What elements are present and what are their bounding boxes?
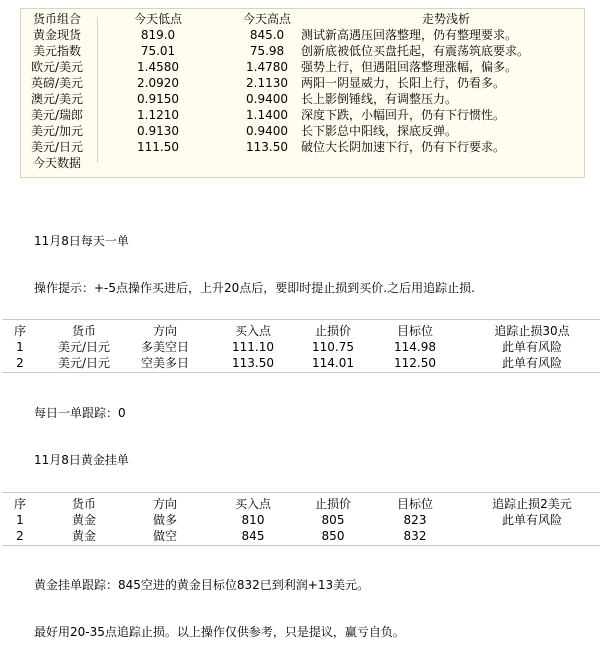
cell-entry: 111.10: [232, 340, 274, 354]
cell-entry: 113.50: [232, 356, 274, 370]
cell-high: 113.50: [246, 140, 288, 154]
table-row: [21, 123, 584, 139]
header-entry: 买入点: [234, 497, 271, 511]
cell-pair: 美元/日元: [30, 140, 84, 154]
cell-direction: 多美空日: [140, 340, 189, 354]
header-stop: 止损价: [314, 497, 351, 511]
cell-currency: 黄金: [71, 513, 96, 527]
header-direction: 方向: [152, 497, 177, 511]
cell-stop: 850: [321, 529, 345, 543]
cell-pair: 美元/加元: [30, 124, 84, 138]
cell-high: 1.1400: [246, 108, 288, 122]
cell-entry: 810: [241, 513, 265, 527]
cell-stop: 805: [321, 513, 345, 527]
cell-currency: 美元/日元: [57, 356, 111, 370]
cell-low: 75.01: [140, 44, 176, 58]
table-row: [21, 43, 584, 59]
section-title-daily: 11月8日每天一单: [34, 234, 129, 248]
cell-target: 832: [403, 529, 427, 543]
daily-tracking: 每日一单跟踪：0: [34, 406, 126, 420]
cell-currency: 黄金: [71, 529, 96, 543]
cell-high: 75.98: [249, 44, 285, 58]
section-title-gold: 11月8日黄金挂单: [34, 453, 129, 467]
cell-currency: 美元/日元: [57, 340, 111, 354]
operation-tip: 操作提示：+-5点操作买进后，上升20点后，要即时提止损到买价.之后用追踪止损.: [34, 281, 475, 295]
table-row: [21, 107, 584, 123]
header-trailing: 追踪止损2美元: [492, 497, 572, 511]
gold-tracking: 黄金挂单跟踪：845空进的黄金目标位832已到利润+13美元。: [34, 578, 370, 592]
cell-target: 112.50: [394, 356, 436, 370]
cell-high: 0.9400: [246, 92, 288, 106]
header-currency: 货币: [71, 497, 96, 511]
header-stop: 止损价: [314, 324, 351, 338]
cell-direction: 做空: [152, 529, 177, 543]
cell-index: 2: [16, 529, 24, 543]
header-target: 目标位: [396, 497, 433, 511]
cell-high: 1.4780: [246, 60, 288, 74]
cell-analysis: 长上影倒锤线，有调整压力。: [301, 92, 458, 106]
cell-low: 2.0920: [137, 76, 179, 90]
cell-low: 0.9150: [137, 92, 179, 106]
cell-low: 1.1210: [137, 108, 179, 122]
cell-target: 823: [403, 513, 427, 527]
cell-trailing: 此单有风险: [501, 356, 562, 370]
table-header-row: [21, 11, 584, 27]
header-analysis: 走势浅析: [421, 12, 470, 26]
table-row: [21, 91, 584, 107]
table-row: [2, 512, 600, 528]
cell-index: 1: [16, 340, 24, 354]
header-low: 今天低点: [133, 12, 182, 26]
cell-pair: 欧元/美元: [30, 60, 84, 74]
header-trailing: 追踪止损30点: [494, 324, 570, 338]
table-row: [2, 528, 600, 544]
daily-orders-table: [2, 319, 600, 373]
closing-note: 最好用20-35点追踪止损。以上操作仅供参考，只是提议，赢亏自负。: [34, 625, 405, 639]
gold-orders-table: [2, 492, 600, 546]
table-row: [2, 355, 600, 371]
header-direction: 方向: [152, 324, 177, 338]
cell-pair: 美元指数: [32, 44, 81, 58]
table-row: [21, 59, 584, 75]
cell-target: 114.98: [394, 340, 436, 354]
header-index: 序: [13, 497, 26, 511]
cell-entry: 845: [241, 529, 265, 543]
cell-stop: 114.01: [312, 356, 354, 370]
cell-direction: 空美多日: [140, 356, 189, 370]
table-row: [21, 27, 584, 43]
cell-low: 1.4580: [137, 60, 179, 74]
cell-analysis: 破位大长阴加速下行，仍有下行要求。: [301, 140, 506, 154]
header-pair: 货币组合: [32, 12, 81, 26]
header-target: 目标位: [396, 324, 433, 338]
header-entry: 买入点: [234, 324, 271, 338]
cell-stop: 110.75: [312, 340, 354, 354]
table-row: [21, 139, 584, 155]
cell-high: 0.9400: [246, 124, 288, 138]
cell-direction: 做多: [152, 513, 177, 527]
market-overview-table: [20, 8, 585, 178]
cell-high: 845.0: [249, 28, 285, 42]
cell-index: 1: [16, 513, 24, 527]
header-index: 序: [13, 324, 26, 338]
cell-pair: 黄金现货: [32, 28, 81, 42]
table-header-row: [2, 496, 600, 512]
header-currency: 货币: [71, 324, 96, 338]
table-footer-row: [21, 155, 584, 171]
cell-trailing: 此单有风险: [501, 513, 562, 527]
cell-analysis: 深度下跌，小幅回升，仍有下行惯性。: [301, 108, 506, 122]
cell-pair: 澳元/美元: [30, 92, 84, 106]
cell-pair: 英磅/美元: [30, 76, 84, 90]
header-high: 今天高点: [242, 12, 291, 26]
footer-label: 今天数据: [32, 156, 81, 170]
cell-low: 0.9130: [137, 124, 179, 138]
table-row: [2, 339, 600, 355]
cell-index: 2: [16, 356, 24, 370]
table-header-row: [2, 323, 600, 339]
cell-analysis: 创新底被低位买盘托起，有震荡筑底要求。: [301, 44, 530, 58]
cell-low: 819.0: [140, 28, 176, 42]
cell-analysis: 长下影总中阳线，探底反弹。: [301, 124, 458, 138]
cell-high: 2.1130: [246, 76, 288, 90]
cell-pair: 美元/瑞郎: [30, 108, 84, 122]
cell-analysis: 两阳一阴显威力，长阳上行，仍看多。: [301, 76, 506, 90]
table-row: [21, 75, 584, 91]
cell-analysis: 强势上行，但遇阻回落整理涨幅，偏多。: [301, 60, 518, 74]
cell-analysis: 测试新高遇压回落整理，仍有整理要求。: [301, 28, 518, 42]
cell-trailing: 此单有风险: [501, 340, 562, 354]
cell-low: 111.50: [137, 140, 179, 154]
